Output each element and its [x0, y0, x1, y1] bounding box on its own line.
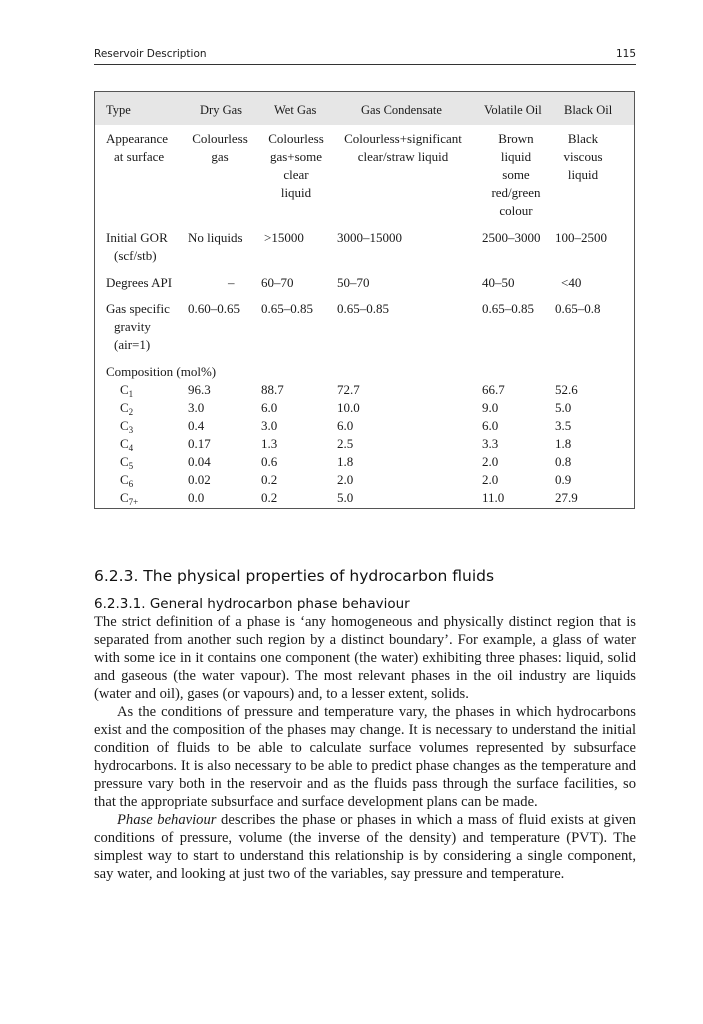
composition-value: 9.0 — [482, 400, 499, 415]
composition-value: 0.02 — [188, 472, 211, 487]
row-label-api: Degrees API — [106, 275, 173, 290]
composition-value: 66.7 — [482, 382, 505, 397]
text-line: viscous — [563, 149, 603, 164]
row-label-appearance — [106, 130, 168, 166]
composition-value: 0.9 — [555, 472, 572, 487]
header-wet-gas: Wet Gas — [274, 103, 317, 117]
cell-gor-gas-condensate: 3000–15000 — [337, 230, 402, 245]
paragraph-1: The strict definition of a phase is ‘any homogeneous and physically distinct region that is separated from another such region by a distinct boundary’. For example, a glass of water with some ice in it contains one component (the water) exhibiting three phases: liquid, solid and gaseous (the water vapour). The most relevant phases in the oil industry are liquids (water and oil), gases (or vapours) and, to a lesser extent, solids. — [94, 614, 636, 702]
cell-appearance-gas-condensate — [335, 130, 471, 166]
label-line: Initial GOR — [106, 230, 168, 245]
label-line: at surface — [114, 149, 165, 164]
cell-sg-wet-gas: 0.65–0.85 — [261, 301, 313, 316]
text-line: Colourless — [192, 131, 248, 146]
header-type: Type — [106, 103, 131, 117]
header-dry-gas: Dry Gas — [200, 103, 243, 117]
cell-api-gas-condensate: 50–70 — [337, 275, 370, 290]
composition-value: 0.4 — [188, 418, 205, 433]
label-line: gravity — [114, 319, 151, 334]
cell-appearance-volatile-oil — [481, 130, 551, 220]
component-subscript: 3 — [128, 425, 134, 435]
paragraph-3-rest: describes the phase or phases in which a mass of fluid exists at given conditions of pressure, volume (the inverse of the density) and temperature (PVT). The simplest way to start to understand this relationship is by considering a single component, say water, and looking at just two of the variables, say pressure and temperature. — [94, 812, 636, 882]
component-base: C — [120, 454, 129, 469]
composition-value: 96.3 — [188, 382, 211, 397]
label-line: Appearance — [106, 131, 169, 146]
composition-value: 2.5 — [337, 436, 354, 451]
cell-sg-volatile-oil: 0.65–0.85 — [482, 301, 534, 316]
text-line: liquid — [500, 149, 532, 164]
composition-value: 1.3 — [261, 436, 278, 451]
composition-value: 88.7 — [261, 382, 284, 397]
subsection-title: 6.2.3.1. General hydrocarbon phase behaviour — [94, 596, 410, 612]
composition-value: 27.9 — [555, 490, 578, 505]
cell-appearance-dry-gas — [188, 130, 252, 166]
component-subscript: 2 — [128, 407, 134, 417]
label-line: (air=1) — [114, 337, 151, 352]
text-line: red/green — [491, 185, 541, 200]
component-base: C — [120, 490, 129, 505]
composition-value: 2.0 — [337, 472, 354, 487]
composition-value: 0.17 — [188, 436, 211, 451]
page-number: 115 — [615, 48, 636, 60]
composition-value: 2.0 — [482, 454, 499, 469]
cell-sg-dry-gas: 0.60–0.65 — [188, 301, 240, 316]
composition-value: 6.0 — [482, 418, 499, 433]
composition-component-label — [120, 489, 138, 507]
cell-sg-gas-condensate: 0.65–0.85 — [337, 301, 389, 316]
composition-value: 0.2 — [261, 490, 278, 505]
composition-value: 3.0 — [188, 400, 205, 415]
component-base: C — [120, 400, 129, 415]
composition-value: 0.8 — [555, 454, 572, 469]
text-line: liquid — [280, 185, 312, 200]
cell-gor-black-oil: 100–2500 — [555, 230, 607, 245]
cell-api-wet-gas: 60–70 — [261, 275, 294, 290]
composition-value: 1.8 — [555, 436, 572, 451]
cell-gor-wet-gas: >15000 — [264, 230, 304, 245]
paragraph-3 — [94, 811, 636, 883]
component-subscript: 7+ — [128, 497, 139, 507]
composition-value: 6.0 — [261, 400, 278, 415]
header-gas-condensate: Gas Condensate — [361, 103, 442, 117]
composition-value: 3.5 — [555, 418, 572, 433]
cell-api-volatile-oil: 40–50 — [482, 275, 515, 290]
composition-value: 3.0 — [261, 418, 278, 433]
composition-component-label — [120, 471, 133, 489]
text-line: Colourless — [268, 131, 324, 146]
label-line: (scf/stb) — [114, 248, 157, 263]
header-black-oil: Black Oil — [564, 103, 613, 117]
cell-appearance-black-oil — [553, 130, 613, 184]
component-subscript: 6 — [128, 479, 134, 489]
component-base: C — [120, 472, 129, 487]
composition-value: 5.0 — [555, 400, 572, 415]
composition-value: 5.0 — [337, 490, 354, 505]
cell-gor-dry-gas: No liquids — [188, 230, 243, 245]
composition-value: 0.0 — [188, 490, 205, 505]
section-title: 6.2.3. The physical properties of hydrocarbon fluids — [94, 567, 495, 585]
cell-api-dry-gas: – — [228, 275, 235, 290]
composition-value: 72.7 — [337, 382, 360, 397]
text-line: gas+some — [269, 149, 323, 164]
cell-api-black-oil: <40 — [561, 275, 582, 290]
row-label-composition: Composition (mol%) — [106, 364, 217, 379]
text-line: Brown — [498, 131, 534, 146]
composition-value: 3.3 — [482, 436, 499, 451]
italic-term: Phase behaviour — [117, 812, 217, 828]
component-base: C — [120, 382, 129, 397]
composition-value: 6.0 — [337, 418, 354, 433]
component-base: C — [120, 436, 129, 451]
text-line: liquid — [567, 167, 599, 182]
cell-gor-volatile-oil: 2500–3000 — [482, 230, 541, 245]
table-header-row — [95, 92, 634, 125]
text-line: Black — [567, 131, 599, 146]
composition-value: 11.0 — [482, 490, 505, 505]
body-text — [94, 613, 636, 883]
composition-value: 1.8 — [337, 454, 354, 469]
running-head — [94, 46, 636, 65]
composition-component-label — [120, 381, 133, 399]
composition-value: 52.6 — [555, 382, 578, 397]
row-label-gas-sg — [106, 300, 170, 354]
cell-appearance-wet-gas — [261, 130, 331, 202]
label-line: Gas specific — [106, 301, 170, 316]
composition-value: 2.0 — [482, 472, 499, 487]
composition-component-label — [120, 435, 133, 453]
composition-value: 10.0 — [337, 400, 360, 415]
composition-component-label — [120, 399, 133, 417]
text-line: clear — [283, 167, 309, 182]
text-line: some — [502, 167, 530, 182]
composition-component-label — [120, 417, 133, 435]
text-line: Colourless+significant — [344, 131, 462, 146]
paragraph-2: As the conditions of pressure and temperature vary, the phases in which hydrocarbons exist and the composition of the phases may change. It is necessary to understand the initial condition of fluids to be able to calculate surface volumes represented by subsurface hydrocarbons. It is also necessary to be able to predict phase changes as the temperature and pressure vary both in the reservoir and as the fluids pass through the surface facilities, so that the appropriate subsurface and surface development plans can be made. — [94, 704, 636, 810]
row-label-initial-gor — [106, 229, 168, 265]
component-base: C — [120, 418, 129, 433]
composition-value: 0.6 — [261, 454, 278, 469]
composition-component-label — [120, 453, 133, 471]
text-line: colour — [499, 203, 533, 218]
text-line: clear/straw liquid — [357, 149, 449, 164]
cell-sg-black-oil: 0.65–0.8 — [555, 301, 601, 316]
fluid-properties-table — [94, 91, 635, 509]
text-line: gas — [211, 149, 229, 164]
header-volatile-oil: Volatile Oil — [484, 103, 542, 117]
composition-value: 0.04 — [188, 454, 211, 469]
component-subscript: 5 — [128, 461, 134, 471]
component-subscript: 4 — [128, 443, 134, 453]
running-head-title: Reservoir Description — [94, 48, 207, 60]
composition-value: 0.2 — [261, 472, 278, 487]
component-subscript: 1 — [128, 389, 134, 399]
